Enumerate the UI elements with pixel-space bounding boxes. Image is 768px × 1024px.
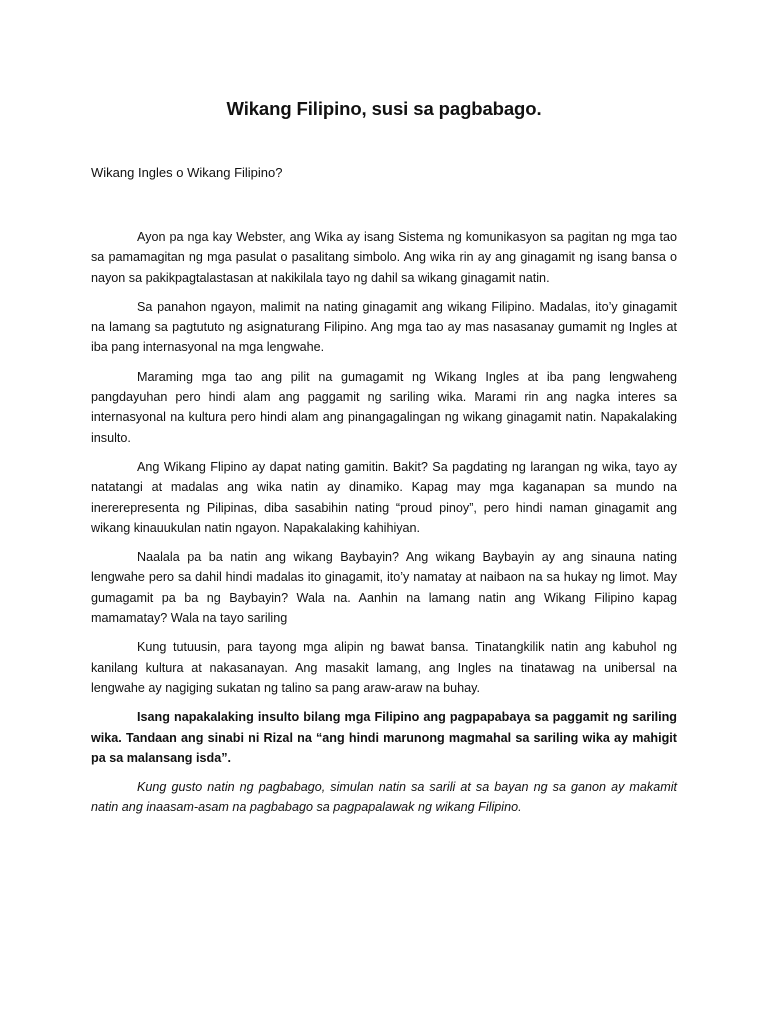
paragraph-italic: Kung gusto natin ng pagbabago, simulan natin sa sarili at sa bayan ng sa ganon ay makamit natin ang inaasam-asam na pagbabago sa pagpapalawak ng wikang Filipino. [91,780,677,815]
paragraph: Kung tutuusin, para tayong mga alipin ng bawat bansa. Tinatangkilik natin ang kabuhol ng kanilang kultura at nakasanayan. Ang masakit lamang, ang Ingles na tinatawag na unibersal na lengwahe ay nagiging sukatan ng talino sa pang araw-araw na buhay. [91,640,677,695]
paragraph: Ang Wikang Flipino ay dapat nating gamitin. Bakit? Sa pagdating ng larangan ng wika, tayo ay natatangi at madalas ang wika natin ay dinamiko. Kapag may mga kaganapan sa mundo na inererepresenta ng Pilipinas, diba sasabihin nating “proud pinoy”, pero hindi naman ginagamit ang wikang kinauukulan natin ngayon. Napakalaking kahihiyan. [91,459,677,535]
document-title: Wikang Filipino, susi sa pagbabago. [226,98,542,119]
paragraph: Maraming mga tao ang pilit na gumagamit ng Wikang Ingles at iba pang lengwaheng pangdayuhan pero hindi alam ang paggamit ng sariling wika. Marami rin ang nagka interes sa internasyonal na kultura pero hindi alam ang pinangagalingan ng wikang ginagamit natin. Napakalaking insulto. [91,369,677,445]
paragraph-bold: Isang napakalaking insulto bilang mga Filipino ang pagpapabaya sa paggamit ng sariling wika. Tandaan ang sinabi ni Rizal na “ang hindi marunong magmahal sa sariling wika ay mahigit pa sa malansang isda”. [91,710,677,765]
document-subtitle: Wikang Ingles o Wikang Filipino? [91,165,283,180]
paragraph: Naalala pa ba natin ang wikang Baybayin? Ang wikang Baybayin ay ang sinauna nating lengwahe pero sa dahil hindi madalas ito ginagamit, ito’y namatay at naibaon na sa hukay ng limot. May gumagamit pa ba ng Baybayin? Wala na. Aanhin na lamang natin ang Wikang Filipino kapag mamamatay? Wala na tayo sariling [91,550,677,626]
paragraph: Sa panahon ngayon, malimit na nating ginagamit ang wikang Filipino. Madalas, ito’y ginagamit na lamang sa pagtututo ng asignaturang Filipino. Ang mga tao ay mas nasasanay gumamit ng Ingles at iba pang internasyonal na mga lengwahe. [91,299,677,355]
document-body [91,227,677,827]
paragraph: Ayon pa nga kay Webster, ang Wika ay isang Sistema ng komunikasyon sa pagitan ng mga tao sa pamamagitan ng mga pasulat o pasalitang simbolo. Ang wika rin ay ang ginagamit ng isang bansa o nayon sa pakikpagtalastasan at nakikilala tayo ng dahil sa wikang ginagamit natin. [91,230,677,285]
